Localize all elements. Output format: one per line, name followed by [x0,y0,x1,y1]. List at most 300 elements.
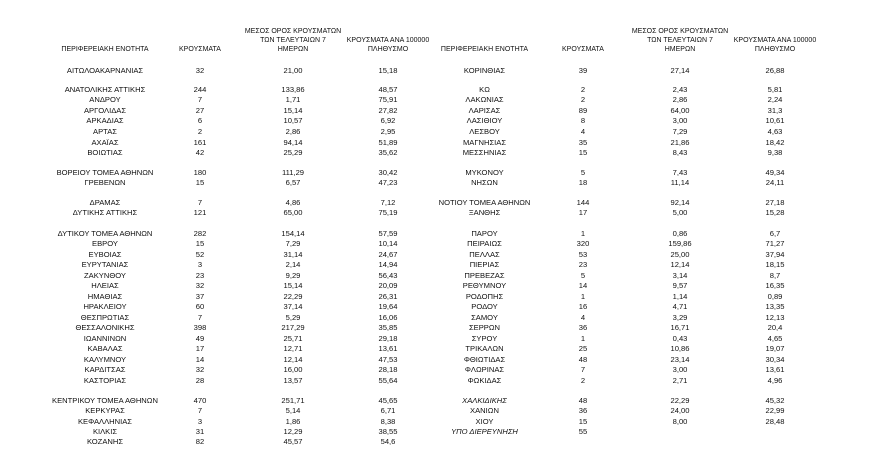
right-region-cell: ΥΠΟ ΔΙΕΡΕΥΝΗΣΗ [451,427,518,436]
left-avg7-cell: 2,86 [285,127,301,136]
left-per100k-cell: 38,55 [378,427,398,436]
left-cases-cell: 3 [197,260,203,269]
right-avg7-cell: 10,86 [670,344,690,353]
right-cases-cell: 36 [578,323,588,332]
left-per100k-cell: 27,82 [378,106,398,115]
table-row [0,127,879,137]
right-region-cell: ΣΑΜΟΥ [471,313,498,322]
left-region-cell: ΔΡΑΜΑΣ [89,198,121,207]
right-region-cell: ΜΕΣΣΗΝΙΑΣ [462,148,507,157]
table-row [0,437,879,447]
table-row [0,406,879,416]
left-avg7-cell: 5,29 [285,313,301,322]
right-cases-cell: 16 [578,302,588,311]
left-per100k-cell: 75,91 [378,95,398,104]
left-cases-cell: 32 [195,66,205,75]
header-right-avg [625,27,735,54]
left-cases-cell: 15 [195,178,205,187]
table-row [0,313,879,323]
table-row [0,66,879,76]
left-region-cell: ΘΕΣΠΡΩΤΙΑΣ [80,313,130,322]
right-avg7-cell: 3,00 [672,116,688,125]
left-region-cell: ΑΝΔΡΟΥ [89,95,121,104]
left-avg7-cell: 13,57 [283,376,303,385]
left-avg7-cell: 10,57 [283,116,303,125]
right-per100k-cell: 22,99 [765,406,785,415]
left-per100k-cell: 55,64 [378,376,398,385]
right-avg7-cell: 7,43 [672,168,688,177]
right-cases-cell: 5 [580,168,586,177]
right-avg7-cell: 64,00 [670,106,690,115]
table-row [0,355,879,365]
left-per100k-cell: 2,95 [380,127,396,136]
right-per100k-cell: 8,7 [769,271,781,280]
left-cases-cell: 27 [195,106,205,115]
table-row [0,148,879,158]
left-per100k-cell: 6,92 [380,116,396,125]
header-left-avg-line1: ΜΕΣΟΣ ΟΡΟΣ ΚΡΟΥΣΜΑΤΩΝ [244,28,342,35]
right-cases-cell: 320 [576,239,590,248]
right-avg7-cell: 11,14 [670,178,690,187]
left-avg7-cell: 5,14 [285,406,301,415]
right-region-cell: ΣΥΡΟΥ [471,334,498,343]
right-avg7-cell: 2,71 [672,376,688,385]
left-cases-cell: 7 [197,198,203,207]
left-per100k-cell: 8,38 [380,417,396,426]
left-avg7-cell: 22,29 [283,292,303,301]
right-region-cell: ΤΡΙΚΑΛΩΝ [465,344,504,353]
right-per100k-cell: 49,34 [765,168,785,177]
right-avg7-cell: 8,00 [672,417,688,426]
left-cases-cell: 82 [195,437,205,446]
header-left-cases: ΚΡΟΥΣΜΑΤΑ [179,46,221,53]
left-per100k-cell: 24,67 [378,250,398,259]
table-row [0,95,879,105]
right-avg7-cell: 12,14 [670,260,690,269]
left-region-cell: ΑΡΓΟΛΙΔΑΣ [83,106,127,115]
table-row [0,138,879,148]
table-row [0,168,879,178]
left-per100k-cell: 47,23 [378,178,398,187]
left-cases-cell: 28 [195,376,205,385]
right-cases-cell: 48 [578,396,588,405]
table-row [0,198,879,208]
header-left-per100k-line1: ΚΡΟΥΣΜΑΤΑ ΑΝΑ 100000 [346,37,430,44]
left-per100k-cell: 75,19 [378,208,398,217]
table-row [0,427,879,437]
left-avg7-cell: 9,29 [285,271,301,280]
left-cases-cell: 7 [197,406,203,415]
right-region-cell: ΡΟΔΟΠΗΣ [465,292,504,301]
left-cases-cell: 60 [195,302,205,311]
header-right-avg-line3: ΗΜΕΡΩΝ [664,46,696,53]
right-per100k-cell: 30,34 [765,355,785,364]
left-region-cell: ΗΡΑΚΛΕΙΟΥ [83,302,127,311]
right-cases-cell: 15 [578,148,588,157]
left-per100k-cell: 19,64 [378,302,398,311]
left-per100k-cell: 20,09 [378,281,398,290]
right-per100k-cell: 19,07 [765,344,785,353]
left-per100k-cell: 54,6 [380,437,396,446]
right-per100k-cell: 9,38 [767,148,783,157]
left-region-cell: ΚΑΒΑΛΑΣ [87,344,123,353]
right-per100k-cell: 5,81 [767,85,783,94]
table-row [0,260,879,270]
right-region-cell: ΠΙΕΡΙΑΣ [469,260,500,269]
right-per100k-cell: 18,42 [765,138,785,147]
right-cases-cell: 4 [580,313,586,322]
header-left-per100k-line2: ΠΛΗΘΥΣΜΟ [367,46,409,53]
left-per100k-cell: 15,18 [378,66,398,75]
left-cases-cell: 282 [193,229,207,238]
left-per100k-cell: 13,61 [378,344,398,353]
right-region-cell: ΦΘΙΩΤΙΔΑΣ [463,355,506,364]
right-avg7-cell: 5,00 [672,208,688,217]
right-per100k-cell: 0,89 [767,292,783,301]
left-region-cell: ΕΥΒΟΙΑΣ [88,250,122,259]
right-avg7-cell: 92,14 [670,198,690,207]
left-avg7-cell: 217,29 [281,323,305,332]
table-row [0,106,879,116]
left-region-cell: ΑΙΤΩΛΟΑΚΑΡΝΑΝΙΑΣ [66,66,144,75]
header-left-avg [238,27,348,54]
left-cases-cell: 23 [195,271,205,280]
table-row [0,178,879,188]
left-cases-cell: 37 [195,292,205,301]
left-region-cell: ΚΑΣΤΟΡΙΑΣ [83,376,127,385]
left-avg7-cell: 133,86 [281,85,305,94]
left-avg7-cell: 65,00 [283,208,303,217]
left-avg7-cell: 45,57 [283,437,303,446]
right-avg7-cell: 16,71 [670,323,690,332]
left-avg7-cell: 154,14 [281,229,305,238]
header-left-region: ΠΕΡΙΦΕΡΕΙΑΚΗ ΕΝΟΤΗΤΑ [61,46,149,53]
left-avg7-cell: 12,14 [283,355,303,364]
right-region-cell: ΡΕΘΥΜΝΟΥ [462,281,507,290]
left-avg7-cell: 25,71 [283,334,303,343]
right-region-cell: ΦΩΚΙΔΑΣ [467,376,502,385]
right-avg7-cell: 25,00 [670,250,690,259]
left-region-cell: ΚΕΡΚΥΡΑΣ [85,406,125,415]
left-cases-cell: 161 [193,138,207,147]
right-avg7-cell: 3,00 [672,365,688,374]
table-row [0,292,879,302]
left-cases-cell: 3 [197,417,203,426]
left-avg7-cell: 37,14 [283,302,303,311]
right-cases-cell: 2 [580,95,586,104]
right-cases-cell: 5 [580,271,586,280]
left-avg7-cell: 12,71 [283,344,303,353]
right-cases-cell: 2 [580,85,586,94]
left-avg7-cell: 25,29 [283,148,303,157]
right-per100k-cell: 18,15 [765,260,785,269]
left-per100k-cell: 57,59 [378,229,398,238]
left-region-cell: ΔΥΤΙΚΗΣ ΑΤΤΙΚΗΣ [72,208,138,217]
left-avg7-cell: 16,00 [283,365,303,374]
right-cases-cell: 55 [578,427,588,436]
left-cases-cell: 32 [195,365,205,374]
right-per100k-cell: 45,32 [765,396,785,405]
right-region-cell: ΦΛΩΡΙΝΑΣ [464,365,505,374]
left-per100k-cell: 29,18 [378,334,398,343]
header-right-per100k-line2: ΠΛΗΘΥΣΜΟ [754,46,796,53]
left-avg7-cell: 94,14 [283,138,303,147]
right-avg7-cell: 3,14 [672,271,688,280]
header-right-avg-line2: ΤΩΝ ΤΕΛΕΥΤΑΙΩΝ 7 [647,37,713,44]
right-region-cell: ΝΟΤΙΟΥ ΤΟΜΕΑ ΑΘΗΝΩΝ [438,198,531,207]
right-cases-cell: 7 [580,365,586,374]
right-cases-cell: 1 [580,292,586,301]
left-per100k-cell: 7,12 [380,198,396,207]
right-per100k-cell: 13,35 [765,302,785,311]
right-avg7-cell: 0,86 [672,229,688,238]
right-region-cell: ΜΥΚΟΝΟΥ [465,168,504,177]
left-avg7-cell: 1,71 [285,95,301,104]
right-avg7-cell: 159,86 [668,239,692,248]
left-avg7-cell: 1,86 [285,417,301,426]
right-cases-cell: 4 [580,127,586,136]
table-row [0,376,879,386]
table-row [0,365,879,375]
right-per100k-cell: 71,27 [765,239,785,248]
left-region-cell: ΙΩΑΝΝΙΝΩΝ [83,334,127,343]
left-avg7-cell: 6,57 [285,178,301,187]
right-cases-cell: 17 [578,208,588,217]
left-region-cell: ΑΡΚΑΔΙΑΣ [86,116,124,125]
left-region-cell: ΚΕΝΤΡΙΚΟΥ ΤΟΜΕΑ ΑΘΗΝΩΝ [52,396,158,405]
right-cases-cell: 53 [578,250,588,259]
left-region-cell: ΚΕΦΑΛΛΗΝΙΑΣ [77,417,133,426]
table-row [0,250,879,260]
table-row [0,334,879,344]
left-region-cell: ΗΜΑΘΙΑΣ [87,292,123,301]
header-left-per100k [338,36,438,54]
right-cases-cell: 48 [578,355,588,364]
right-per100k-cell: 2,24 [767,95,783,104]
left-cases-cell: 49 [195,334,205,343]
left-region-cell: ΗΛΕΙΑΣ [91,281,119,290]
right-per100k-cell: 6,7 [769,229,781,238]
table-row [0,116,879,126]
left-per100k-cell: 30,42 [378,168,398,177]
right-region-cell: ΛΑΣΙΘΙΟΥ [466,116,503,125]
header-right-cases: ΚΡΟΥΣΜΑΤΑ [562,46,604,53]
right-cases-cell: 23 [578,260,588,269]
right-cases-cell: 144 [576,198,590,207]
table-row [0,323,879,333]
left-region-cell: ΚΟΖΑΝΗΣ [86,437,124,446]
right-avg7-cell: 1,14 [672,292,688,301]
right-region-cell: ΠΕΛΛΑΣ [469,250,500,259]
header-right-avg-line1: ΜΕΣΟΣ ΟΡΟΣ ΚΡΟΥΣΜΑΤΩΝ [631,28,729,35]
left-avg7-cell: 15,14 [283,281,303,290]
right-region-cell: ΡΟΔΟΥ [471,302,498,311]
left-avg7-cell: 21,00 [283,66,303,75]
left-region-cell: ΕΒΡΟΥ [92,239,118,248]
right-per100k-cell: 4,96 [767,376,783,385]
left-cases-cell: 7 [197,313,203,322]
right-cases-cell: 14 [578,281,588,290]
right-avg7-cell: 2,86 [672,95,688,104]
header-left-avg-line2: ΤΩΝ ΤΕΛΕΥΤΑΙΩΝ 7 [260,37,326,44]
left-cases-cell: 52 [195,250,205,259]
right-per100k-cell: 4,65 [767,334,783,343]
right-cases-cell: 2 [580,376,586,385]
right-per100k-cell: 37,94 [765,250,785,259]
header-left-avg-line3: ΗΜΕΡΩΝ [277,46,309,53]
table-row [0,344,879,354]
right-per100k-cell: 4,63 [767,127,783,136]
left-avg7-cell: 31,14 [283,250,303,259]
right-per100k-cell: 20,4 [767,323,783,332]
right-avg7-cell: 9,57 [672,281,688,290]
left-region-cell: ΑΝΑΤΟΛΙΚΗΣ ΑΤΤΙΚΗΣ [64,85,146,94]
left-cases-cell: 121 [193,208,207,217]
right-region-cell: ΛΑΚΩΝΙΑΣ [465,95,504,104]
left-cases-cell: 2 [197,127,203,136]
left-region-cell: ΔΥΤΙΚΟΥ ΤΟΜΕΑ ΑΘΗΝΩΝ [57,229,153,238]
left-avg7-cell: 2,14 [285,260,301,269]
right-avg7-cell: 22,29 [670,396,690,405]
left-per100k-cell: 56,43 [378,271,398,280]
table-row [0,239,879,249]
right-region-cell: ΧΑΛΚΙΔΙΚΗΣ [462,396,507,405]
left-region-cell: ΖΑΚΥΝΘΟΥ [84,271,126,280]
table-row [0,396,879,406]
left-region-cell: ΒΟΙΩΤΙΑΣ [87,148,123,157]
right-region-cell: ΛΕΣΒΟΥ [469,127,500,136]
right-cases-cell: 35 [578,138,588,147]
left-avg7-cell: 7,29 [285,239,301,248]
right-avg7-cell: 7,29 [672,127,688,136]
table-row [0,85,879,95]
left-per100k-cell: 35,62 [378,148,398,157]
right-avg7-cell: 4,71 [672,302,688,311]
left-avg7-cell: 12,29 [283,427,303,436]
table-row [0,417,879,427]
clipped-top-text-fragment [0,0,150,4]
right-avg7-cell: 27,14 [670,66,690,75]
left-per100k-cell: 10,14 [378,239,398,248]
right-avg7-cell: 0,43 [672,334,688,343]
right-avg7-cell: 3,29 [672,313,688,322]
right-region-cell: ΚΟΡΙΝΘΙΑΣ [463,66,506,75]
header-right-region: ΠΕΡΙΦΕΡΕΙΑΚΗ ΕΝΟΤΗΤΑ [440,46,529,53]
right-per100k-cell: 24,11 [765,178,785,187]
right-region-cell: ΠΕΙΡΑΙΩΣ [467,239,502,248]
left-cases-cell: 244 [193,85,207,94]
left-per100k-cell: 14,94 [378,260,398,269]
left-cases-cell: 31 [195,427,205,436]
left-per100k-cell: 45,65 [378,396,398,405]
left-cases-cell: 398 [193,323,207,332]
left-avg7-cell: 15,14 [283,106,303,115]
left-region-cell: ΑΡΤΑΣ [93,127,117,136]
right-per100k-cell: 12,13 [765,313,785,322]
right-cases-cell: 39 [578,66,588,75]
right-region-cell: ΠΑΡΟΥ [471,229,498,238]
right-region-cell: ΧΙΟΥ [475,417,494,426]
left-per100k-cell: 16,06 [378,313,398,322]
right-per100k-cell: 16,35 [765,281,785,290]
left-per100k-cell: 28,18 [378,365,398,374]
left-per100k-cell: 6,71 [380,406,396,415]
right-region-cell: ΣΕΡΡΩΝ [468,323,501,332]
left-cases-cell: 17 [195,344,205,353]
right-cases-cell: 15 [578,417,588,426]
left-cases-cell: 180 [193,168,207,177]
left-region-cell: ΒΟΡΕΙΟΥ ΤΟΜΕΑ ΑΘΗΝΩΝ [56,168,154,177]
right-avg7-cell: 8,43 [672,148,688,157]
header-right-per100k-line1: ΚΡΟΥΣΜΑΤΑ ΑΝΑ 100000 [733,37,817,44]
left-per100k-cell: 48,57 [378,85,398,94]
right-region-cell: ΛΑΡΙΣΑΣ [468,106,501,115]
table-row [0,302,879,312]
right-per100k-cell: 26,88 [765,66,785,75]
right-per100k-cell: 10,61 [765,116,785,125]
right-per100k-cell: 28,48 [765,417,785,426]
right-region-cell: ΠΡΕΒΕΖΑΣ [464,271,505,280]
left-region-cell: ΕΥΡΥΤΑΝΙΑΣ [81,260,129,269]
right-per100k-cell: 15,28 [765,208,785,217]
left-per100k-cell: 35,85 [378,323,398,332]
left-cases-cell: 15 [195,239,205,248]
left-region-cell: ΚΑΡΔΙΤΣΑΣ [84,365,126,374]
table-row [0,281,879,291]
right-per100k-cell: 27,18 [765,198,785,207]
right-region-cell: ΜΑΓΝΗΣΙΑΣ [462,138,507,147]
left-cases-cell: 32 [195,281,205,290]
left-per100k-cell: 51,89 [378,138,398,147]
left-cases-cell: 42 [195,148,205,157]
left-region-cell: ΚΑΛΥΜΝΟΥ [83,355,127,364]
right-avg7-cell: 24,00 [670,406,690,415]
right-cases-cell: 89 [578,106,588,115]
right-avg7-cell: 23,14 [670,355,690,364]
left-region-cell: ΚΙΛΚΙΣ [92,427,118,436]
right-cases-cell: 8 [580,116,586,125]
left-per100k-cell: 26,31 [378,292,398,301]
right-avg7-cell: 2,43 [672,85,688,94]
right-region-cell: ΝΗΣΩΝ [471,178,498,187]
left-cases-cell: 6 [197,116,203,125]
left-per100k-cell: 47,53 [378,355,398,364]
table-row [0,208,879,218]
left-region-cell: ΘΕΣΣΑΛΟΝΙΚΗΣ [75,323,135,332]
table-row [0,229,879,239]
right-cases-cell: 36 [578,406,588,415]
right-cases-cell: 25 [578,344,588,353]
right-cases-cell: 18 [578,178,588,187]
right-cases-cell: 1 [580,229,586,238]
right-cases-cell: 1 [580,334,586,343]
left-avg7-cell: 111,29 [281,168,305,177]
right-region-cell: ΧΑΝΙΩΝ [470,406,499,415]
right-region-cell: ΞΑΝΘΗΣ [468,208,501,217]
right-region-cell: ΚΩ [479,85,490,94]
left-region-cell: ΑΧΑΪΑΣ [91,138,119,147]
left-avg7-cell: 251,71 [281,396,305,405]
left-cases-cell: 7 [197,95,203,104]
table-row [0,271,879,281]
right-avg7-cell: 21,86 [670,138,690,147]
header-right-per100k [724,36,826,54]
left-cases-cell: 14 [195,355,205,364]
right-per100k-cell: 13,61 [765,365,785,374]
left-avg7-cell: 4,86 [285,198,301,207]
left-cases-cell: 470 [193,396,207,405]
right-per100k-cell: 31,3 [767,106,783,115]
